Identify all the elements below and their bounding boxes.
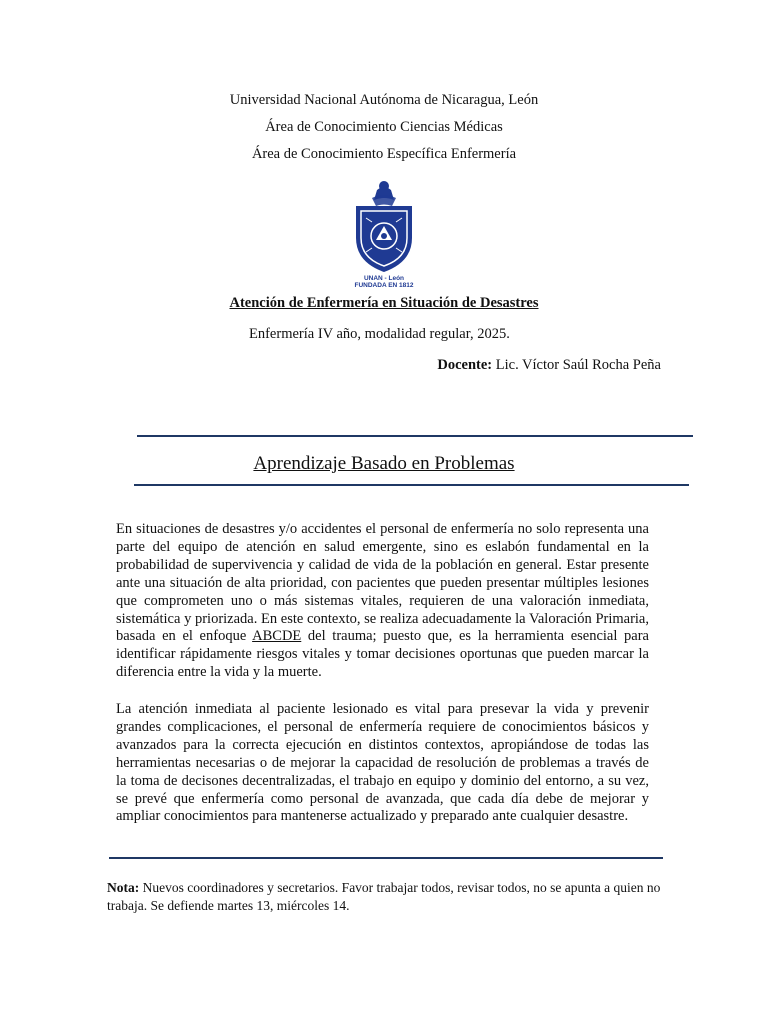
divider-bottom [109,857,663,859]
note [107,879,663,915]
divider-under-title [134,484,689,486]
abcde-term: ABCDE [252,628,302,645]
divider-top [137,435,693,437]
course-title: Atención de Enfermería en Situación de Desastres [229,295,539,311]
paragraph-care: La atención inmediata al paciente lesionado es vital para presevar la vida y prevenir grandes complicaciones, el personal de enfermería requiere de conocimientos básicos y avanzados para la correcta ejecución en distintos contextos, apropiándose de todas las herramientas necesarias o de mejorar la capacidad de resolución de problemas a través de la toma de decisones decentralizadas, el trabajo en equipo y dominio del entorno, a su vez, se prevé que enfermería como personal de avanzada, que cada día debe de mejorar y ampliar conocimientos para mantenerse actualizado y preparado ante cualquier desastre. [116,701,649,825]
section-title: Aprendizaje Basado en Problemas [253,453,515,474]
knowledge-area: Área de Conocimiento Ciencias Médicas [265,119,503,135]
logo-text-bottom: FUNDADA EN 1812 [354,282,414,288]
note-text: Nuevos coordinadores y secretarios. Favor trabajar todos, revisar todos, no se apunta a quien no trabaja. Se defiende martes 13, miércoles 14. [107,880,661,913]
paragraph-intro-text-b: del trauma; puesto que, es la herramienta esencial para identificar rápidamente riesgos vitales y tomar decisiones oportunas que pueden marcar la diferencia entre la vida y la muerte. [116,628,649,681]
paragraph-intro-text-a: En situaciones de desastres y/o accidentes el personal de enfermería no solo representa una parte del equipo de atención en salud emergente, sino es eslabón fundamental en la probabilidad de supervivencia y calidad de vida de la población en general. Estar presente ante una situación de alta prioridad, con pacientes que pueden presentar múltiples lesiones que comprometen uno o más sistemas vitales, requieren de una valoración inmediata, sistemática y priorizada. En este contexto, se realiza adecuadamente la Valoración Primaria, basada en el enfoque [116,521,649,645]
docente-line [437,357,661,374]
logo-text-top: UNAN - León [363,275,405,282]
university-name: Universidad Nacional Autónoma de Nicaragua, León [229,92,539,108]
docente-label: Docente: [437,357,493,373]
note-label: Nota: [107,880,140,895]
specific-area: Área de Conocimiento Específica Enfermería [251,146,517,162]
course-subtitle: Enfermería IV año, modalidad regular, 2025. [249,326,510,342]
paragraph-intro [116,521,649,682]
unan-leon-logo [344,176,424,288]
docente-name: Lic. Víctor Saúl Rocha Peña [492,357,661,373]
